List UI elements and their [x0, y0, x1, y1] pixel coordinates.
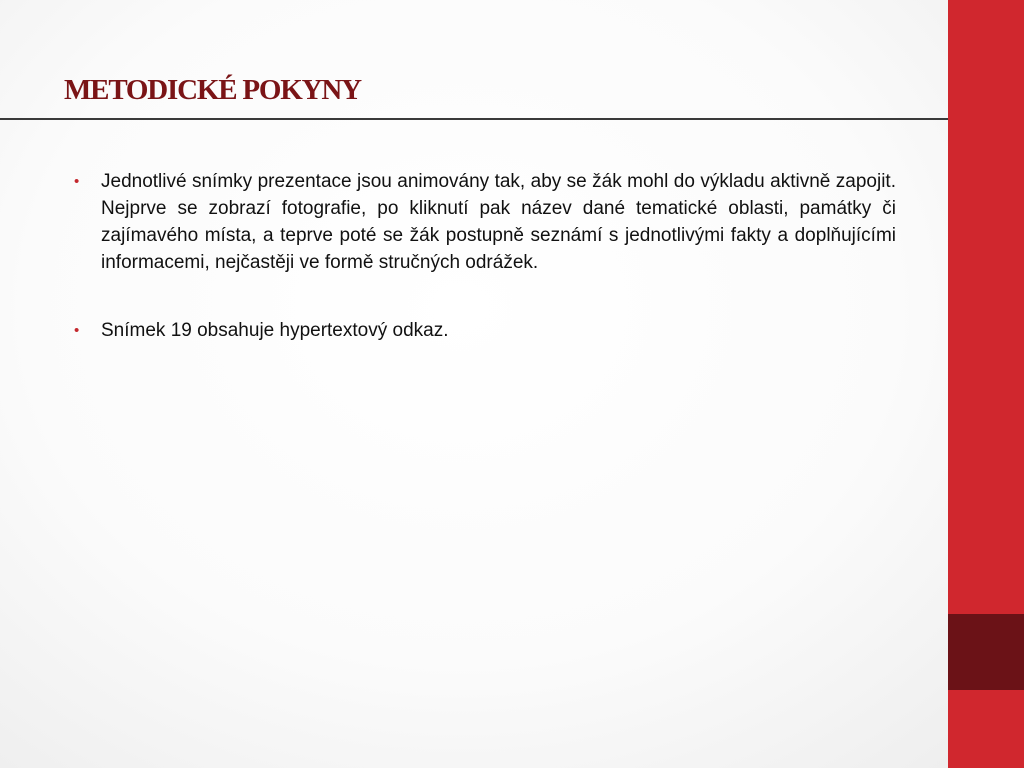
side-accent-block [948, 614, 1024, 690]
bullet-icon: • [74, 322, 80, 339]
bullet-list [72, 168, 896, 344]
slide-title: METODICKÉ POKYNY [64, 74, 361, 106]
bullet-text: Jednotlivé snímky prezentace jsou animovány tak, aby se žák mohl do výkladu aktivně zapojit. Nejprve se zobrazí fotografie, po kliknutí pak název dané tematické oblasti, památky či zajímavého místa, a teprve poté se žák postupně seznámí s jednotlivými fakty a doplňujícími informacemi, nejčastěji ve formě stručných odrážek. [101, 171, 896, 273]
bullet-item [72, 168, 896, 276]
bullet-text: Snímek 19 obsahuje hypertextový odkaz. [101, 320, 449, 341]
bullet-icon: • [74, 173, 80, 190]
bullet-item [72, 317, 896, 344]
title-divider [0, 118, 1024, 120]
